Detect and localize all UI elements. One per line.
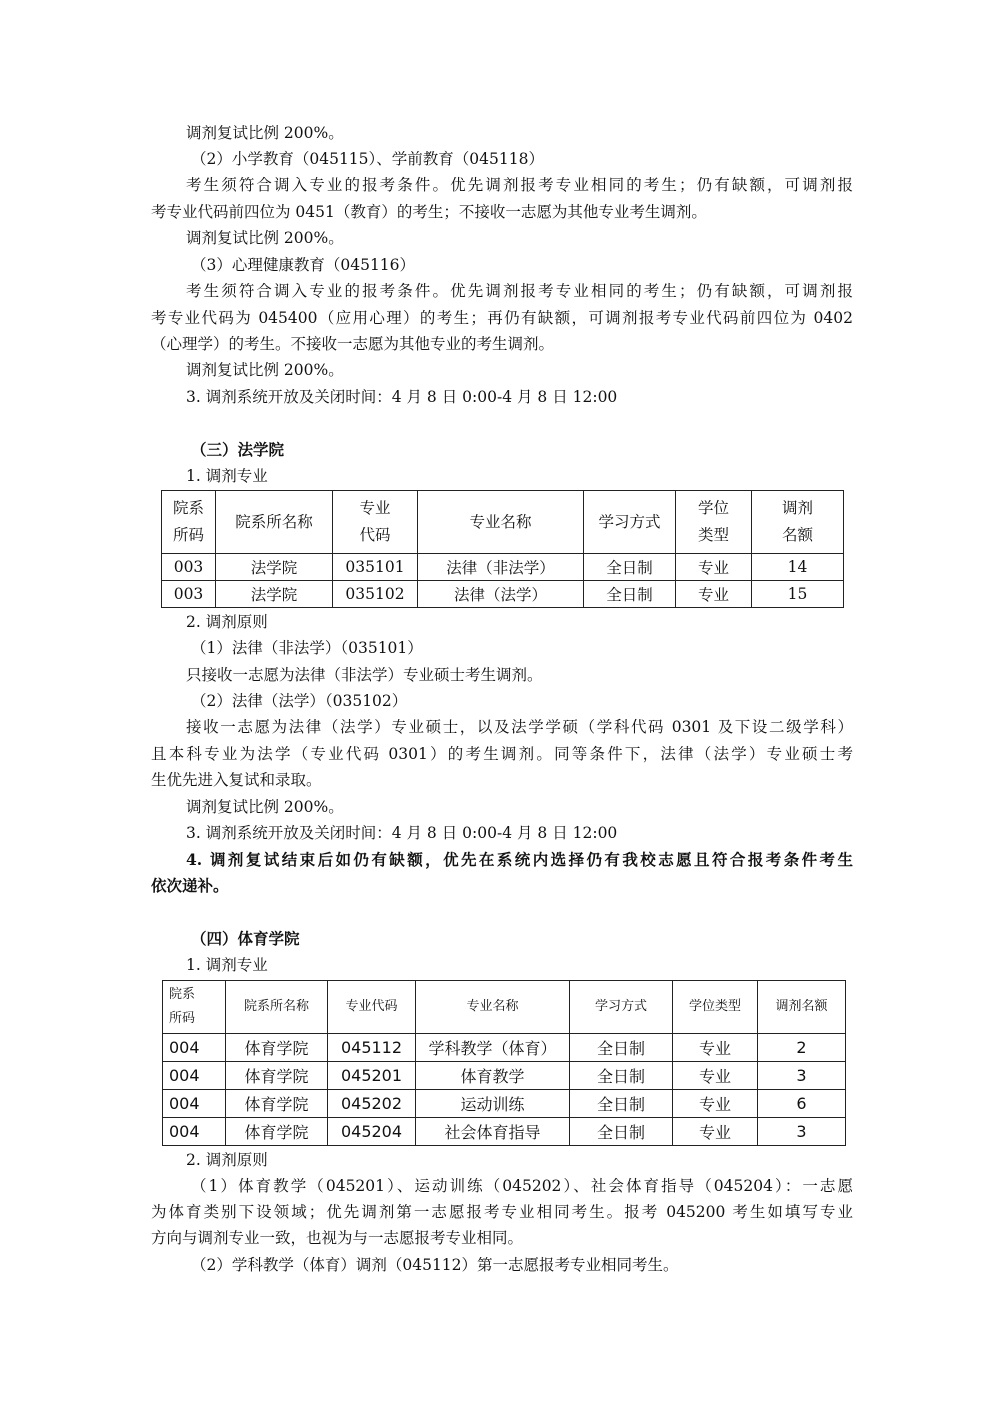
section-heading-pe: （四）体育学院 [191, 929, 300, 948]
cell: 2 [758, 1034, 846, 1062]
paragraph-line: 生优先进入复试和录取。 [151, 771, 322, 789]
table-row [163, 1062, 846, 1090]
cell: 法学院 [216, 581, 333, 608]
cell: 045204 [328, 1118, 416, 1146]
cell: 体育学院 [226, 1118, 328, 1146]
paragraph-line: 考专业代码为 045400（应用心理）的考生；再仍有缺额，可调剂报考专业代码前四位为 0402 [151, 309, 853, 327]
table-header-row [162, 491, 844, 554]
paragraph-line: 且本科专业为法学（专业代码 0301）的考生调剂。同等条件下，法律（法学）专业硕士考 [151, 745, 853, 763]
paragraph-line: （心理学）的考生。不接收一志愿为其他专业的考生调剂。 [151, 335, 555, 353]
header-cell: 学位 类型 [676, 491, 752, 554]
table-row [162, 554, 844, 581]
subheading: 2. 调剂原则 [186, 613, 268, 631]
cell: 法律（非法学） [418, 554, 584, 581]
time-text: 3. 调剂系统开放及关闭时间：4 月 8 日 0:00-4 月 8 日 12:00 [186, 824, 618, 842]
cell: 003 [162, 581, 216, 608]
cell: 专业 [676, 581, 752, 608]
paragraph-line: （2）学科教学（体育）调剂（045112）第一志愿报考专业相同考生。 [191, 1256, 679, 1274]
time-text: 3. 调剂系统开放及关闭时间：4 月 8 日 0:00-4 月 8 日 12:00 [186, 388, 618, 406]
paragraph-line: 考专业代码前四位为 0451（教育）的考生；不接收一志愿为其他专业考生调剂。 [151, 203, 707, 221]
law-majors-table [161, 490, 844, 608]
cell: 全日制 [584, 581, 676, 608]
cell: 体育学院 [226, 1034, 328, 1062]
cell: 004 [163, 1034, 226, 1062]
cell: 法学院 [216, 554, 333, 581]
table-header-row [163, 981, 846, 1034]
cell: 体育学院 [226, 1090, 328, 1118]
cell: 全日制 [570, 1090, 673, 1118]
note-line: 4. 调剂复试结束后如仍有缺额，优先在系统内选择仍有我校志愿且符合报考条件考生 [186, 850, 853, 869]
cell: 全日制 [584, 554, 676, 581]
item-title: （1）法律（非法学）（035101） [191, 639, 423, 657]
note-line: 依次递补。 [151, 876, 229, 895]
cell: 专业 [673, 1062, 758, 1090]
paragraph-line: 接收一志愿为法律（法学）专业硕士，以及法学学硕（学科代码 0301 及下设二级学科） [186, 718, 853, 736]
subheading: 1. 调剂专业 [186, 467, 268, 485]
table-row [162, 581, 844, 608]
cell: 035101 [333, 554, 418, 581]
cell: 14 [752, 554, 844, 581]
cell: 15 [752, 581, 844, 608]
header-cell: 院系所名称 [216, 491, 333, 554]
cell: 学科教学（体育） [416, 1034, 570, 1062]
paragraph-line: 只接收一志愿为法律（非法学）专业硕士考生调剂。 [186, 666, 543, 684]
cell: 004 [163, 1090, 226, 1118]
item-title: （2）小学教育（045115）、学前教育（045118） [191, 150, 544, 168]
item-title: （2）法律（法学）（035102） [191, 692, 408, 710]
table-row [163, 1034, 846, 1062]
cell: 法律（法学） [418, 581, 584, 608]
header-cell: 学习方式 [570, 981, 673, 1034]
header-cell: 调剂名额 [758, 981, 846, 1034]
cell: 3 [758, 1062, 846, 1090]
cell: 专业 [673, 1118, 758, 1146]
cell: 专业 [673, 1034, 758, 1062]
ratio-text: 调剂复试比例 200%。 [186, 124, 344, 142]
header-cell: 调剂 名额 [752, 491, 844, 554]
paragraph-line: 为体育类别下设领域；优先调剂第一志愿报考专业相同考生。报考 045200 考生如填写专业 [151, 1203, 853, 1221]
cell: 003 [162, 554, 216, 581]
ratio-text: 调剂复试比例 200%。 [186, 229, 344, 247]
header-cell: 院系所名称 [226, 981, 328, 1034]
section-heading-law: （三）法学院 [191, 440, 285, 459]
pe-majors-table [162, 980, 846, 1146]
header-cell: 院系 所码 [162, 491, 216, 554]
cell: 035102 [333, 581, 418, 608]
cell: 全日制 [570, 1118, 673, 1146]
cell: 运动训练 [416, 1090, 570, 1118]
ratio-text: 调剂复试比例 200%。 [186, 798, 344, 816]
cell: 体育教学 [416, 1062, 570, 1090]
header-cell: 专业名称 [416, 981, 570, 1034]
ratio-text: 调剂复试比例 200%。 [186, 361, 344, 379]
header-cell: 学习方式 [584, 491, 676, 554]
cell: 专业 [673, 1090, 758, 1118]
cell: 3 [758, 1118, 846, 1146]
cell: 社会体育指导 [416, 1118, 570, 1146]
cell: 专业 [676, 554, 752, 581]
paragraph-line: 方向与调剂专业一致，也视为与一志愿报考专业相同。 [151, 1229, 524, 1247]
cell: 体育学院 [226, 1062, 328, 1090]
paragraph-line: 考生须符合调入专业的报考条件。优先调剂报考专业相同的考生；仍有缺额，可调剂报 [186, 282, 853, 300]
header-cell: 专业名称 [418, 491, 584, 554]
item-title: （3）心理健康教育（045116） [191, 256, 416, 274]
table-row [163, 1118, 846, 1146]
cell: 004 [163, 1118, 226, 1146]
header-cell: 专业代码 [328, 981, 416, 1034]
cell: 045112 [328, 1034, 416, 1062]
cell: 045202 [328, 1090, 416, 1118]
subheading: 2. 调剂原则 [186, 1151, 268, 1169]
header-cell: 专业 代码 [333, 491, 418, 554]
header-cell: 院系 所码 [163, 981, 226, 1034]
cell: 004 [163, 1062, 226, 1090]
subheading: 1. 调剂专业 [186, 956, 268, 974]
paragraph-line: 考生须符合调入专业的报考条件。优先调剂报考专业相同的考生；仍有缺额，可调剂报 [186, 176, 853, 194]
cell: 全日制 [570, 1062, 673, 1090]
header-cell: 学位类型 [673, 981, 758, 1034]
cell: 6 [758, 1090, 846, 1118]
cell: 全日制 [570, 1034, 673, 1062]
paragraph-line: （1）体育教学（045201）、运动训练（045202）、社会体育指导（045204）：一志愿 [191, 1177, 853, 1195]
table-row [163, 1090, 846, 1118]
cell: 045201 [328, 1062, 416, 1090]
